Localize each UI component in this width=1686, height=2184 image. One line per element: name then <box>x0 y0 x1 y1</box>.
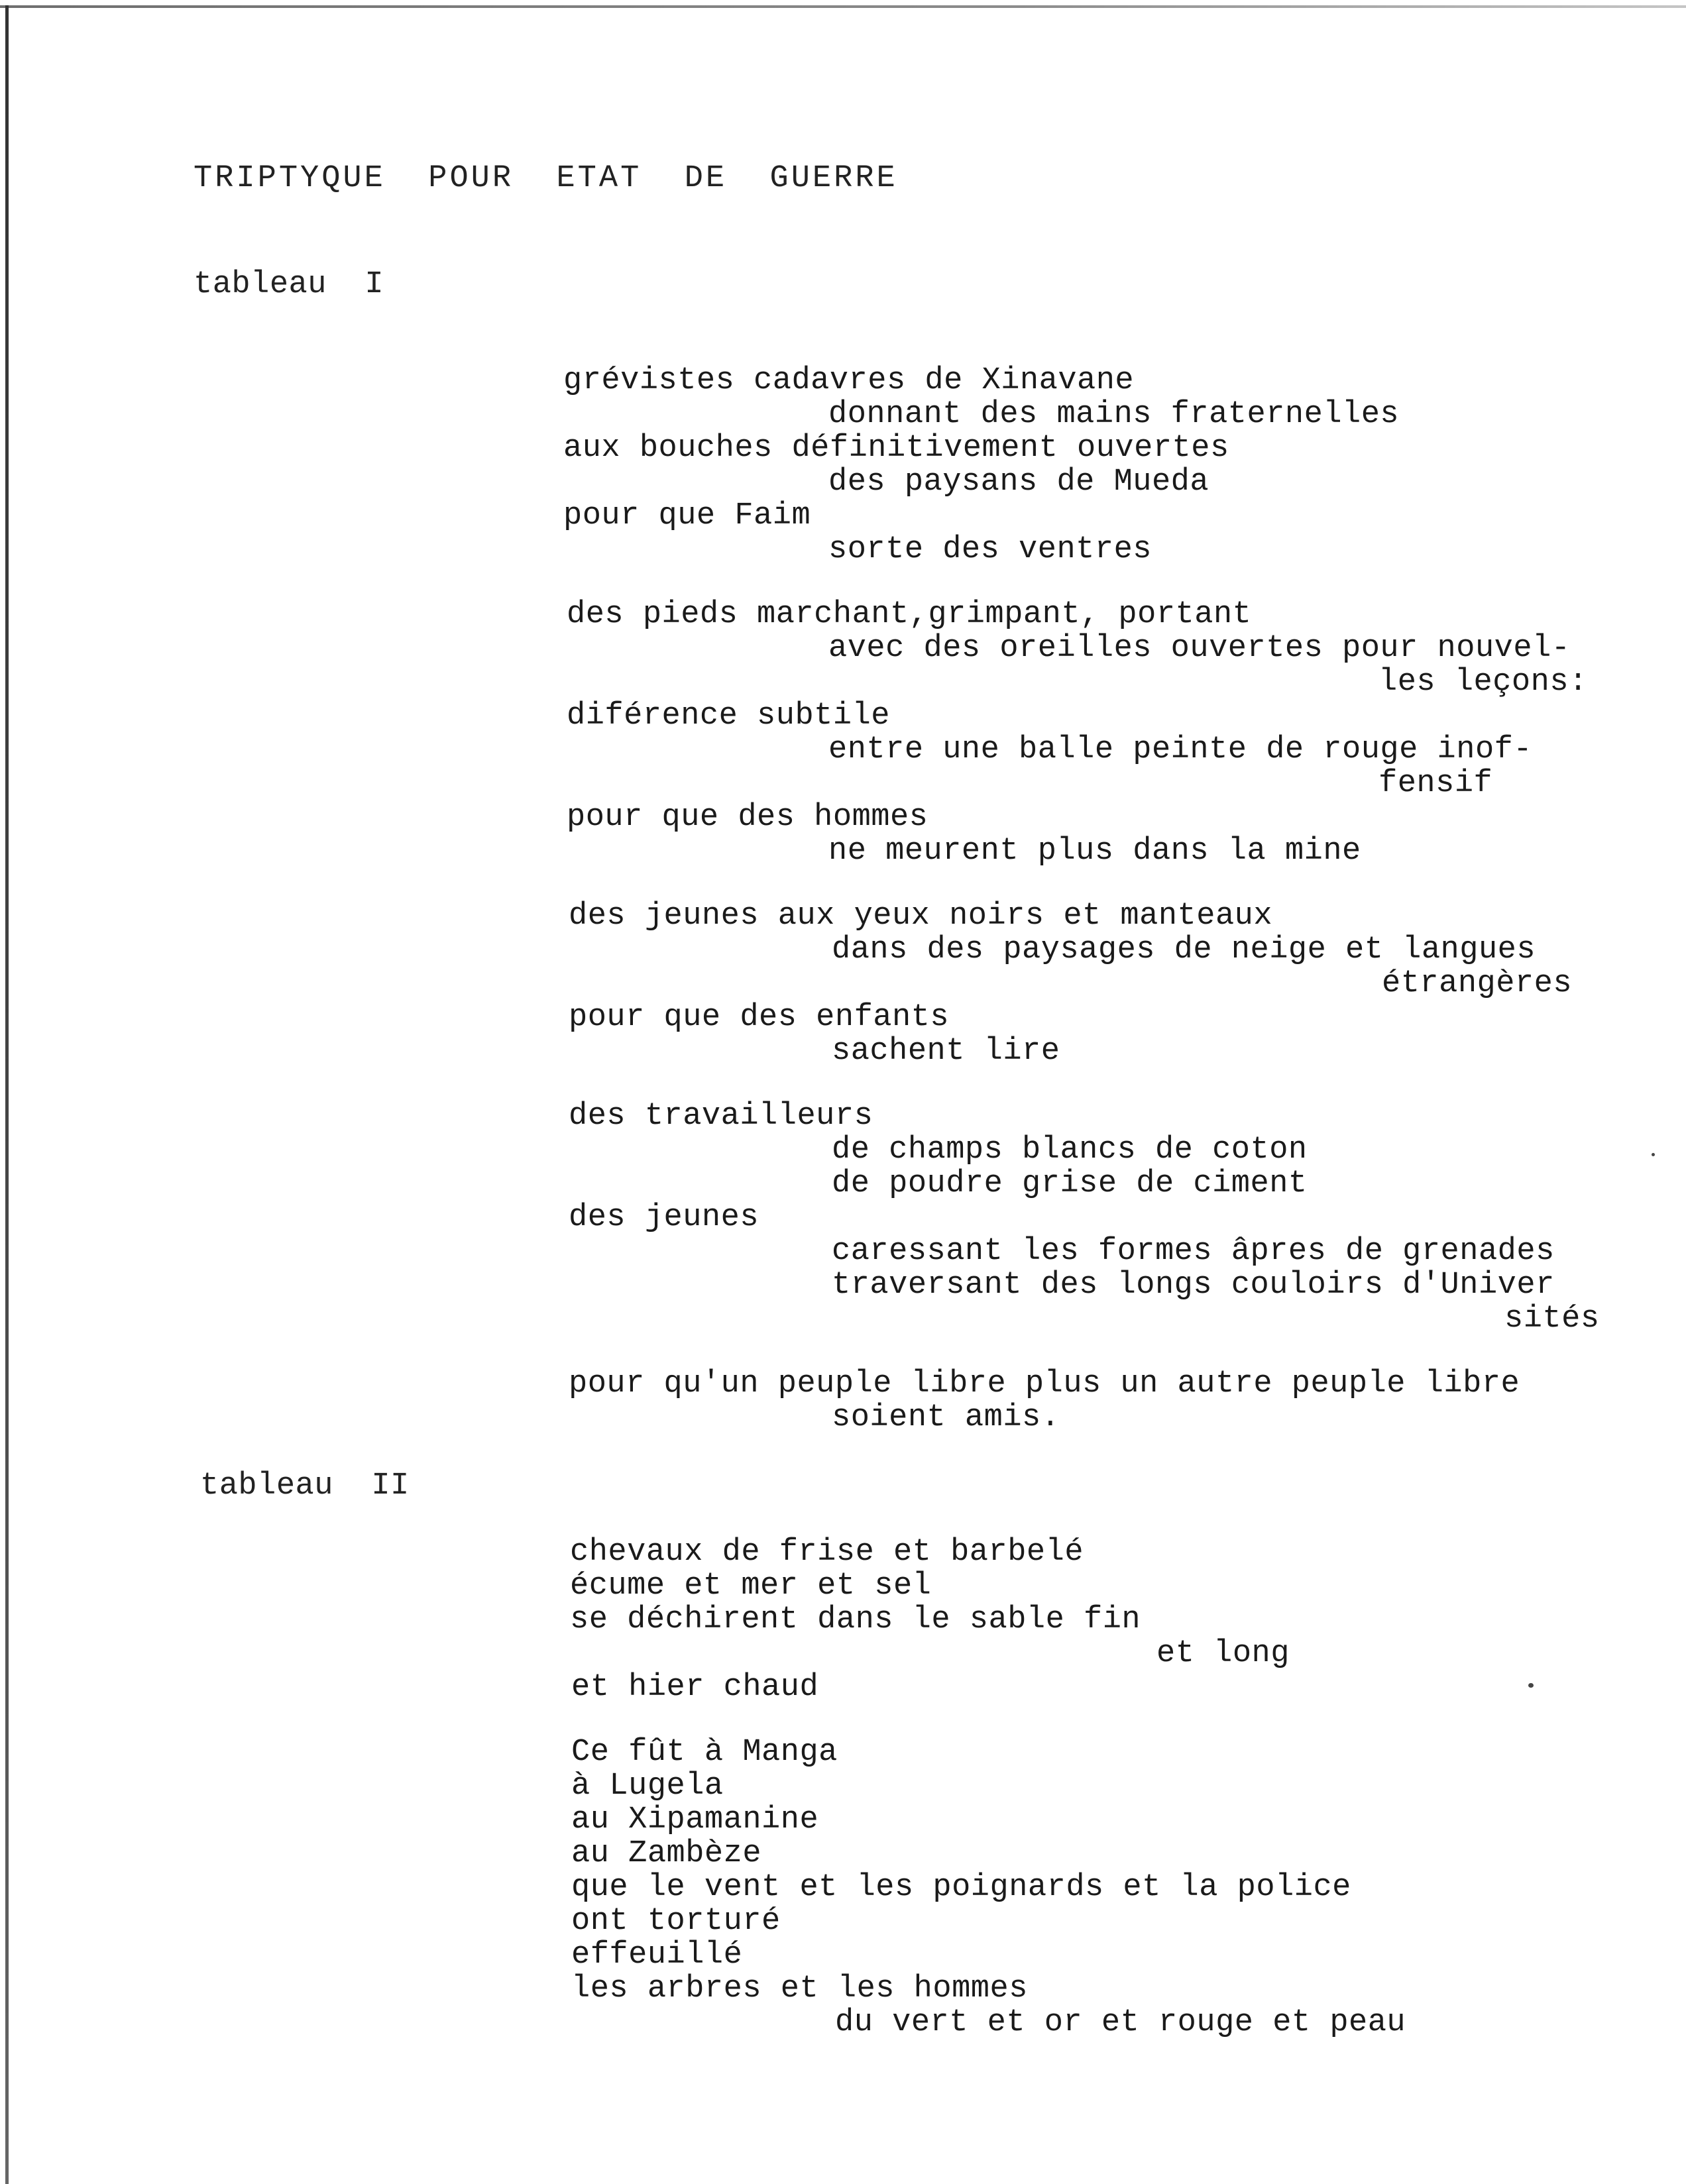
poem-line: pour que des hommes <box>567 800 928 835</box>
poem-line: des jeunes aux yeux noirs et manteaux <box>569 899 1273 934</box>
poem-line: de champs blancs de coton <box>832 1132 1308 1168</box>
poem-line: et hier chaud <box>571 1670 819 1705</box>
poem-line: effeuillé <box>571 1938 743 1973</box>
poem-line: des paysans de Mueda <box>828 464 1209 500</box>
poem-line: fensif <box>1378 766 1493 801</box>
poem-line: se déchirent dans le sable fin <box>570 1602 1141 1637</box>
poem-line: chevaux de frise et barbelé <box>570 1535 1084 1570</box>
poem-line: sachent lire <box>832 1034 1060 1069</box>
section-label-tableau-2: tableau II <box>200 1468 410 1503</box>
poem-line: soient amis. <box>832 1400 1060 1435</box>
poem-line: entre une balle peinte de rouge inof- <box>828 732 1533 767</box>
poem-line: avec des oreilles ouvertes pour nouvel- <box>828 631 1571 666</box>
poem-line: aux bouches définitivement ouvertes <box>563 431 1229 466</box>
poem-line: écume et mer et sel <box>570 1568 932 1604</box>
ink-speck <box>1652 1153 1655 1156</box>
page-left-edge <box>5 5 9 2184</box>
poem-line: sorte des ventres <box>828 532 1152 567</box>
poem-line: que le vent et les poignards et la police <box>571 1870 1351 1905</box>
poem-line: étrangères <box>1382 966 1573 1001</box>
poem-line: dans des paysages de neige et langues <box>832 932 1536 967</box>
poem-line: à Lugela <box>571 1769 724 1804</box>
poem-line: donnant des mains fraternelles <box>828 397 1400 432</box>
poem-line: au Zambèze <box>571 1836 762 1871</box>
poem-line: au Xipamanine <box>571 1802 819 1837</box>
poem-line: pour que Faim <box>563 498 811 533</box>
poem-line: les arbres et les hommes <box>571 1971 1028 2006</box>
poem-line: des pieds marchant,grimpant, portant <box>567 597 1252 632</box>
poem-line: des travailleurs <box>569 1099 873 1134</box>
section-label-tableau-1: tableau I <box>194 267 384 302</box>
poem-line: pour que des enfants <box>569 1000 950 1035</box>
poem-line: pour qu'un peuple libre plus un autre peuple libre <box>569 1366 1520 1401</box>
poem-line: les leçons: <box>1378 665 1588 700</box>
page-top-edge <box>0 5 1686 8</box>
document-title: TRIPTYQUE POUR ETAT DE GUERRE <box>194 161 898 196</box>
poem-line: ne meurent plus dans la mine <box>828 834 1361 869</box>
ink-speck <box>1528 1683 1534 1688</box>
poem-line: caressant les formes âpres de grenades <box>832 1234 1555 1269</box>
poem-line: et long <box>1156 1636 1290 1671</box>
poem-line: du vert et or et rouge et peau <box>835 2005 1406 2040</box>
poem-line: traversant des longs couloirs d'Univer <box>832 1268 1555 1303</box>
poem-line: grévistes cadavres de Xinavane <box>563 363 1135 398</box>
poem-line: des jeunes <box>569 1200 759 1235</box>
poem-line: Ce fût à Manga <box>571 1735 838 1770</box>
poem-line: ont torturé <box>571 1904 781 1939</box>
poem-line: diférence subtile <box>567 698 890 734</box>
poem-line: de poudre grise de ciment <box>832 1166 1308 1201</box>
poem-line: sités <box>1504 1301 1600 1337</box>
